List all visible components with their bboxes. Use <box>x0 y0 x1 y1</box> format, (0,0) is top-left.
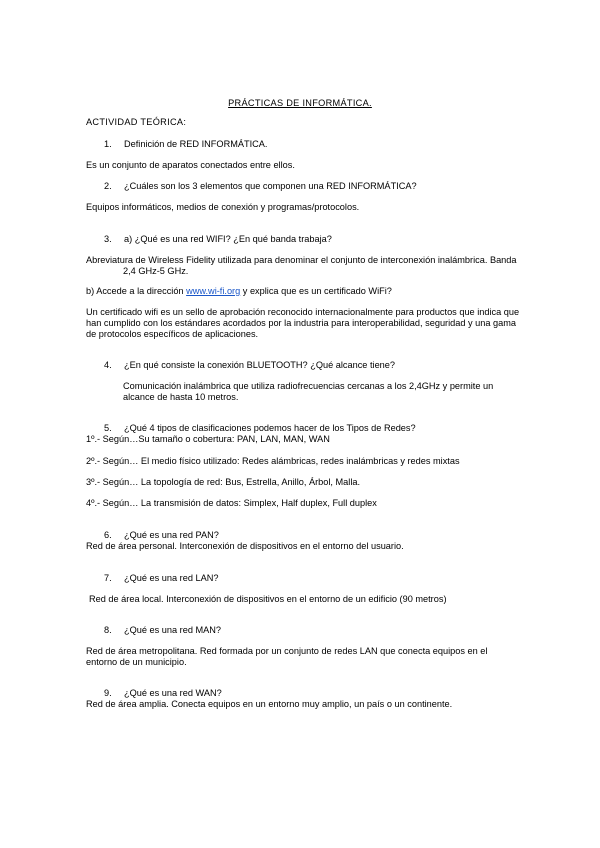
answer-3b-line: de protocolos específicos de aplicaciones. <box>86 329 259 339</box>
question-3b-prefix: b) Accede a la dirección <box>86 286 184 296</box>
question-number: 3. <box>104 234 112 244</box>
question-number: 1. <box>104 139 112 149</box>
question-8 <box>104 625 221 637</box>
answer-2: Equipos informáticos, medios de conexión y programas/protocolos. <box>86 202 360 212</box>
question-number: 6. <box>104 530 112 540</box>
question-4 <box>104 360 395 372</box>
question-number: 2. <box>104 181 112 191</box>
question-number: 4. <box>104 360 112 370</box>
question-3b-suffix: y explica que es un certificado WiFi? <box>242 286 392 296</box>
answer-7: Red de área local. Interconexión de dispositivos en el entorno de un edificio (90 metros) <box>89 594 447 604</box>
answer-4-line: alcance de hasta 10 metros. <box>123 392 239 402</box>
answer-8-line: entorno de un municipio. <box>86 657 187 667</box>
question-number: 7. <box>104 573 112 583</box>
question-9 <box>104 688 222 700</box>
question-text: a) ¿Qué es una red WIFI? ¿En qué banda trabaja? <box>124 234 332 244</box>
question-2 <box>104 181 417 193</box>
answer-3b-line: han cumplido con los estándares acordados por la industria para interoperabilidad, seguridad y una gama <box>86 318 517 328</box>
question-text: ¿En qué consiste la conexión BLUETOOTH? ¿Qué alcance tiene? <box>124 360 396 370</box>
question-6 <box>104 530 219 542</box>
classification-item: 3º.- Según… La topología de red: Bus, Estrella, Anillo, Árbol, Malla. <box>86 477 361 487</box>
question-number: 5. <box>104 423 112 433</box>
answer-3b-line: Un certificado wifi es un sello de aprobación reconocido internacionalmente para productos que indica que <box>86 307 520 317</box>
wifi-org-link[interactable]: www.wi-fi.org <box>186 286 241 296</box>
question-number: 9. <box>104 688 112 698</box>
classification-item: 1º.- Según…Su tamaño o cobertura: PAN, LAN, MAN, WAN <box>86 434 330 444</box>
answer-8-line: Red de área metropolitana. Red formada por un conjunto de redes LAN que conecta equipos en el <box>86 646 488 656</box>
answer-6: Red de área personal. Interconexión de dispositivos en el entorno del usuario. <box>86 541 404 551</box>
question-5 <box>104 423 416 435</box>
section-heading: ACTIVIDAD TEÓRICA: <box>86 117 187 127</box>
question-text: ¿Qué 4 tipos de clasificaciones podemos hacer de los Tipos de Redes? <box>124 423 416 433</box>
question-text: ¿Cuáles son los 3 elementos que componen una RED INFORMÁTICA? <box>124 181 417 191</box>
question-number: 8. <box>104 625 112 635</box>
question-text: Definición de RED INFORMÁTICA. <box>124 139 268 149</box>
answer-3-line: Abreviatura de Wireless Fidelity utilizada para denominar el conjunto de interconexión inalámbrica. Banda <box>86 255 517 265</box>
answer-9: Red de área amplia. Conecta equipos en un entorno muy amplio, un país o un continente. <box>86 699 453 709</box>
question-text: ¿Qué es una red MAN? <box>124 625 222 635</box>
classification-item: 4º.- Según… La transmisión de datos: Simplex, Half duplex, Full duplex <box>86 498 377 508</box>
page-title: PRÁCTICAS DE INFORMÁTICA. <box>228 98 372 108</box>
question-text: ¿Qué es una red LAN? <box>124 573 219 583</box>
answer-3-line: 2,4 GHz-5 GHz. <box>123 266 189 276</box>
classification-item: 2º.- Según… El medio físico utilizado: Redes alámbricas, redes inalámbricas y redes mixtas <box>86 456 460 466</box>
question-7 <box>104 573 218 585</box>
question-1 <box>104 139 267 151</box>
answer-1: Es un conjunto de aparatos conectados entre ellos. <box>86 160 295 170</box>
question-3 <box>104 234 332 246</box>
answer-4-line: Comunicación inalámbrica que utiliza radiofrecuencias cercanas a los 2,4GHz y permite un <box>123 381 494 391</box>
question-text: ¿Qué es una red PAN? <box>124 530 219 540</box>
question-text: ¿Qué es una red WAN? <box>124 688 222 698</box>
question-3b <box>86 286 392 298</box>
